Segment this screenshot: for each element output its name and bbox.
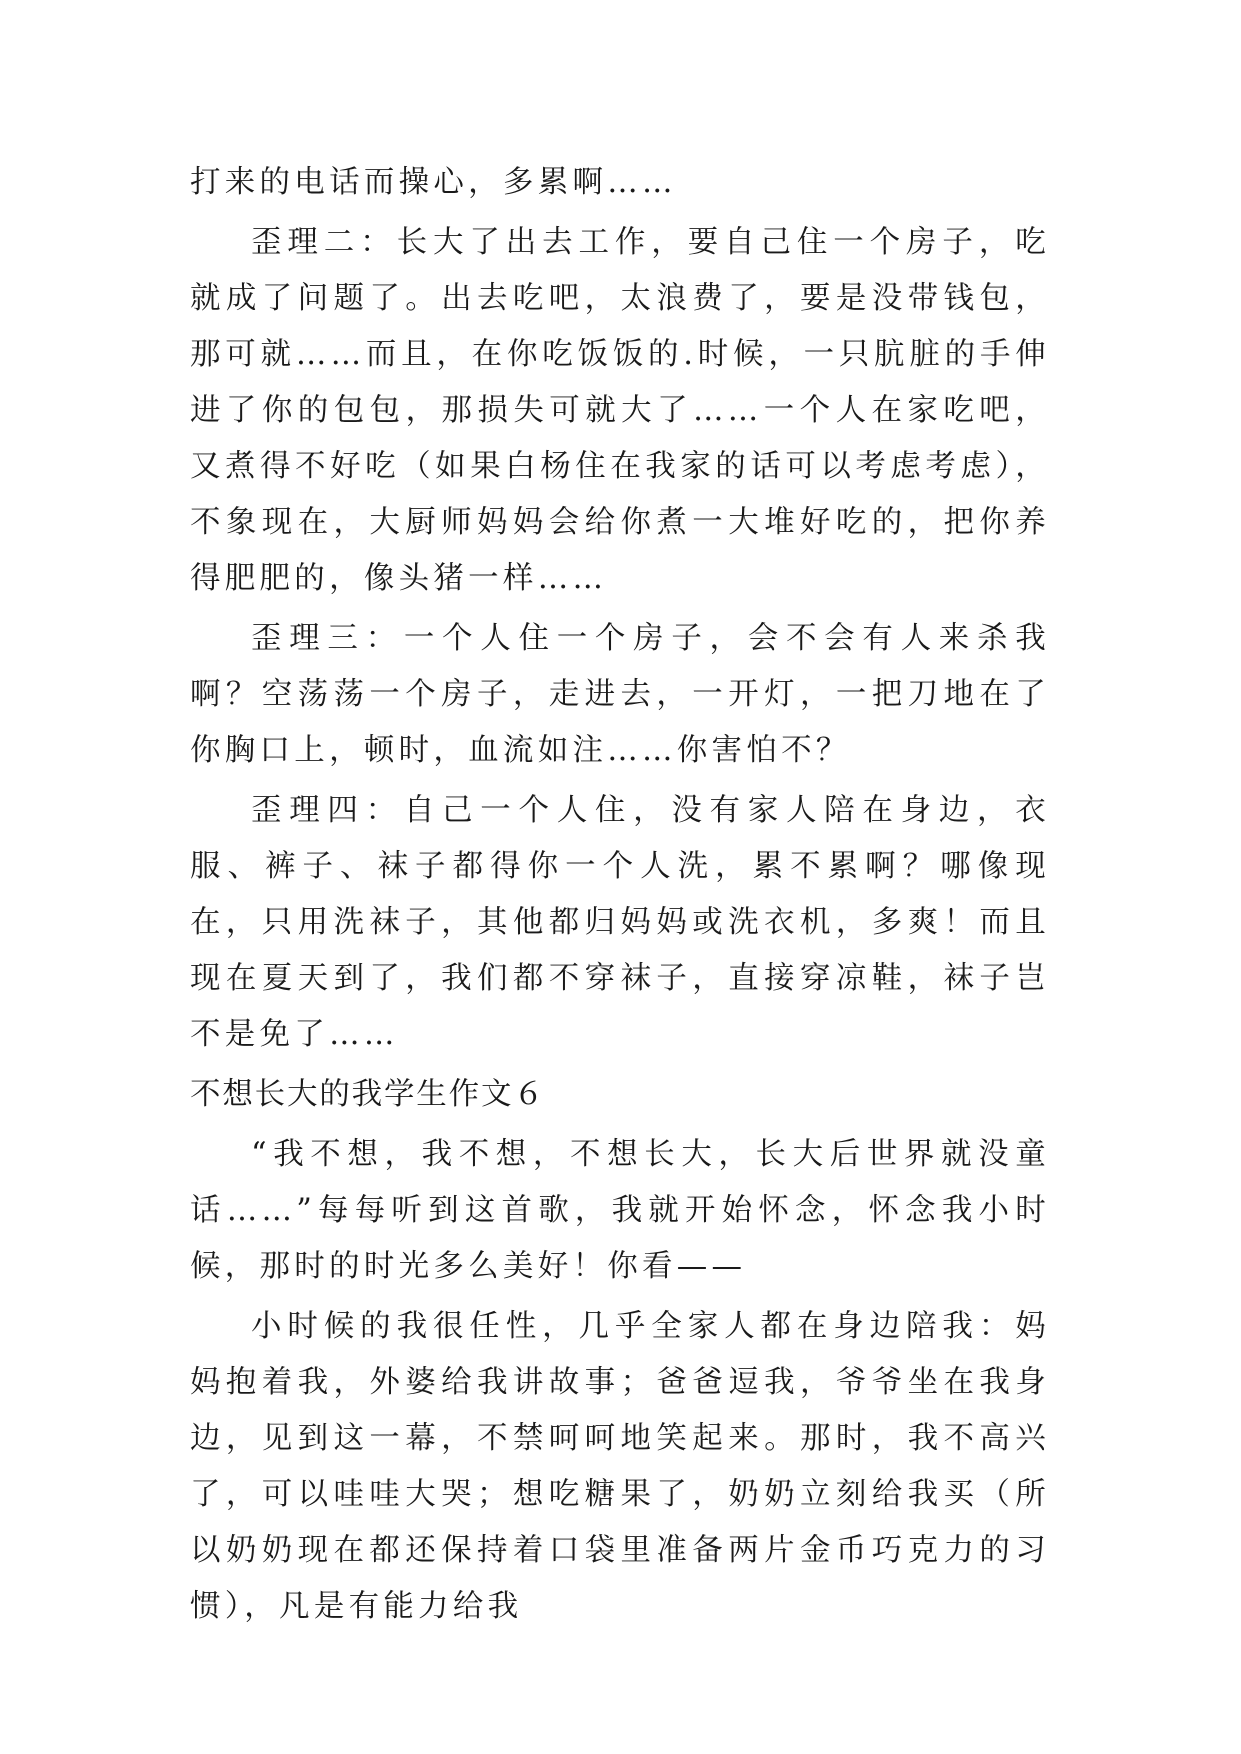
paragraph-song-quote: “我不想，我不想，不想长大，长大后世界就没童话……”每每听到这首歌，我就开始怀念，怀念我小时候，那时的时光多么美好！你看—— [190,1137,1050,1284]
paragraph-reason-two: 歪理二：长大了出去工作，要自己住一个房子，吃就成了问题了。出去吃吧，太浪费了，要是没带钱包，那可就……而且，在你吃饭饭的.时候，一只肮脏的手伸进了你的包包，那损失可就大了……一个人在家吃吧，又煮得不好吃（如果白杨住在我家的话可以考虑考虑），不象现在，大厨师妈妈会给你煮一大堆好吃的，把你养得肥肥的，像头猪一样…… [190,225,1050,596]
paragraph-reason-four: 歪理四：自己一个人住，没有家人陪在身边，衣服、裤子、袜子都得你一个人洗，累不累啊？哪像现在，只用洗袜子，其他都归妈妈或洗衣机，多爽！而且现在夏天到了，我们都不穿袜子，直接穿凉鞋，袜子岂不是免了…… [190,793,1050,1052]
section-title: 不想长大的我学生作文６ [190,1077,546,1112]
paragraph-continuation: 打来的电话而操心，多累啊…… [190,165,677,200]
paragraph-childhood: 小时候的我很任性，几乎全家人都在身边陪我：妈妈抱着我，外婆给我讲故事；爸爸逗我，爷爷坐在我身边，见到这一幕，不禁呵呵地笑起来。那时，我不高兴了，可以哇哇大哭；想吃糖果了，奶奶立刻给我买（所以奶奶现在都还保持着口袋里准备两片金币巧克力的习惯），凡是有能力给我 [190,1309,1050,1624]
paragraph-reason-three: 歪理三：一个人住一个房子，会不会有人来杀我啊？空荡荡一个房子，走进去，一开灯，一把刀地在了你胸口上，顿时，血流如注……你害怕不？ [190,621,1050,768]
document-body [190,155,1050,1639]
